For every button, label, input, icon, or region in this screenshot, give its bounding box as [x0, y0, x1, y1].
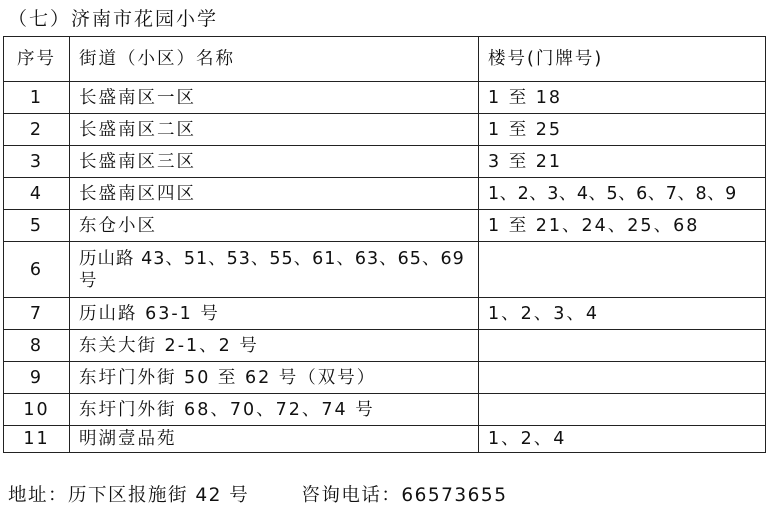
- table-row: [4, 362, 766, 394]
- row-number: 2: [4, 114, 70, 146]
- row-street: 东关大街 2-1、2 号: [70, 330, 479, 362]
- row-buildings: 1 至 18: [479, 82, 766, 114]
- row-street: 长盛南区三区: [70, 146, 479, 178]
- row-number: 7: [4, 298, 70, 330]
- row-street: 长盛南区二区: [70, 114, 479, 146]
- row-buildings: 1 至 21、24、25、68: [479, 210, 766, 242]
- table-header-row: [4, 37, 766, 82]
- row-buildings: [479, 330, 766, 362]
- row-buildings: 1、2、3、4: [479, 298, 766, 330]
- header-building-number: 楼号(门牌号): [479, 37, 766, 82]
- table-row: [4, 146, 766, 178]
- row-buildings: [479, 242, 766, 298]
- row-number: 3: [4, 146, 70, 178]
- header-street-name: 街道（小区）名称: [70, 37, 479, 82]
- table-row: [4, 178, 766, 210]
- row-buildings: [479, 362, 766, 394]
- table-row: [4, 394, 766, 426]
- row-number: 5: [4, 210, 70, 242]
- row-number: 8: [4, 330, 70, 362]
- row-number: 11: [4, 426, 70, 453]
- table-row: [4, 298, 766, 330]
- row-buildings: 3 至 21: [479, 146, 766, 178]
- row-number: 9: [4, 362, 70, 394]
- row-buildings: 1、2、4: [479, 426, 766, 453]
- row-street: 长盛南区四区: [70, 178, 479, 210]
- table-row: [4, 330, 766, 362]
- district-table: [3, 36, 766, 453]
- row-street: 东圩门外街 50 至 62 号（双号）: [70, 362, 479, 394]
- table-row: [4, 114, 766, 146]
- table-row: [4, 426, 766, 453]
- row-number: 10: [4, 394, 70, 426]
- row-street: 明湖壹品苑: [70, 426, 479, 453]
- row-street: 长盛南区一区: [70, 82, 479, 114]
- row-number: 4: [4, 178, 70, 210]
- row-buildings: [479, 394, 766, 426]
- table-row: [4, 210, 766, 242]
- footer-info: [8, 482, 507, 510]
- row-number: 6: [4, 242, 70, 298]
- row-street: 东仓小区: [70, 210, 479, 242]
- page-title: （七）济南市花园小学: [8, 8, 219, 30]
- row-buildings: 1 至 25: [479, 114, 766, 146]
- table-row: [4, 82, 766, 114]
- row-street: 东圩门外街 68、70、72、74 号: [70, 394, 479, 426]
- row-number: 1: [4, 82, 70, 114]
- table-row: [4, 242, 766, 298]
- row-buildings: 1、2、3、4、5、6、7、8、9: [479, 178, 766, 210]
- row-street: 历山路 63-1 号: [70, 298, 479, 330]
- row-street: 历山路 43、51、53、55、61、63、65、69 号: [70, 242, 479, 298]
- header-serial-number: 序号: [4, 37, 70, 82]
- address-text: 地址：历下区报施街 42 号: [8, 485, 250, 506]
- phone-text: 咨询电话：66573655: [301, 485, 508, 506]
